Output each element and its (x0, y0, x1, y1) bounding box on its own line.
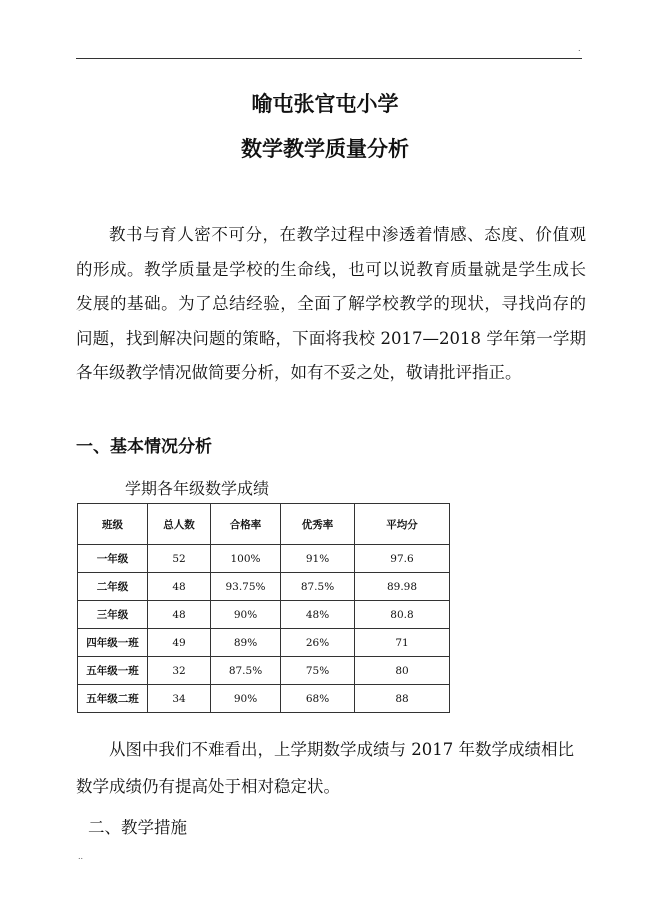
cell-average: 80 (355, 657, 450, 685)
cell-pass-rate: 93.75% (211, 573, 281, 601)
header-pass-rate: 合格率 (211, 504, 281, 545)
cell-excellent-rate: 91% (281, 545, 355, 573)
conclusion-paragraph: 从图中我们不难看出，上学期数学成绩与 2017 年数学成绩相比数学成绩仍有提高处于相对稳定状。 (76, 740, 574, 796)
cell-average: 97.6 (355, 545, 450, 573)
cell-class: 五年级一班 (78, 657, 148, 685)
cell-pass-rate: 90% (211, 601, 281, 629)
table-row (78, 685, 450, 713)
cell-total: 48 (148, 573, 211, 601)
cell-total: 49 (148, 629, 211, 657)
cell-excellent-rate: 75% (281, 657, 355, 685)
cell-pass-rate: 90% (211, 685, 281, 713)
table-row (78, 601, 450, 629)
cell-total: 32 (148, 657, 211, 685)
grade-scores-table (77, 503, 450, 713)
cell-class: 四年级一班 (78, 629, 148, 657)
cell-average: 71 (355, 629, 450, 657)
cell-class: 二年级 (78, 573, 148, 601)
header-excellent-rate: 优秀率 (281, 504, 355, 545)
cell-pass-rate: 87.5% (211, 657, 281, 685)
cell-excellent-rate: 48% (281, 601, 355, 629)
table-header-row (78, 504, 450, 545)
section-heading-teaching-measures: 二、教学措施 (88, 818, 187, 837)
cell-class: 三年级 (78, 601, 148, 629)
table-row (78, 657, 450, 685)
cell-total: 48 (148, 601, 211, 629)
header-class: 班级 (78, 504, 148, 545)
cell-pass-rate: 89% (211, 629, 281, 657)
table-row (78, 545, 450, 573)
cell-excellent-rate: 68% (281, 685, 355, 713)
header-total: 总人数 (148, 504, 211, 545)
cell-excellent-rate: 26% (281, 629, 355, 657)
intro-paragraph: 教书与育人密不可分，在教学过程中渗透着情感、态度、价值观的形成。教学质量是学校的生命线，也可以说教育质量就是学生成长发展的基础。为了总结经验，全面了解学校教学的现状，寻找尚存的问题，找到解决问题的策略，下面将我校 2017—2018 学年第一学期各年级教学情况做简要分析，如有不妥之处，敬请批评指正。 (76, 225, 586, 382)
table-row (78, 629, 450, 657)
table-row (78, 573, 450, 601)
cell-class: 五年级二班 (78, 685, 148, 713)
cell-total: 52 (148, 545, 211, 573)
section-heading-basic-analysis: 一、基本情况分析 (76, 437, 212, 457)
header-rule (76, 58, 582, 59)
cell-average: 89.98 (355, 573, 450, 601)
header-average: 平均分 (355, 504, 450, 545)
cell-pass-rate: 100% (211, 545, 281, 573)
table-caption: 学期各年级数学成绩 (125, 479, 270, 498)
school-title: 喻屯张官屯小学 (251, 92, 399, 116)
footer-mark: .. (78, 852, 84, 861)
cell-class: 一年级 (78, 545, 148, 573)
corner-mark: . (578, 44, 581, 53)
cell-excellent-rate: 87.5% (281, 573, 355, 601)
document-title: 数学教学质量分析 (241, 137, 409, 161)
cell-total: 34 (148, 685, 211, 713)
cell-average: 88 (355, 685, 450, 713)
cell-average: 80.8 (355, 601, 450, 629)
